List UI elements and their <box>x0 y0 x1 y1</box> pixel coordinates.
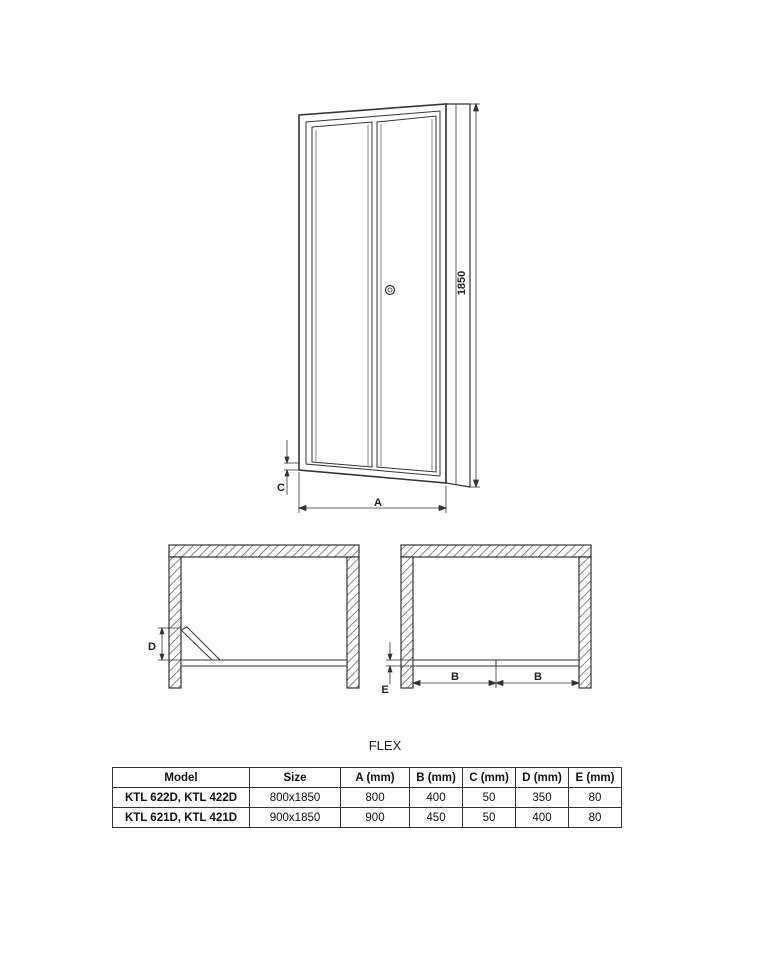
plan-view-right <box>386 545 591 688</box>
height-label: 1850 <box>456 270 468 296</box>
left-wall <box>169 557 181 688</box>
left-door-panel <box>312 122 372 467</box>
b-label-right: B <box>534 671 542 683</box>
door-elevation <box>284 104 480 513</box>
c-cell: 50 <box>463 788 516 808</box>
door-frame-inner <box>306 111 440 476</box>
right-wall <box>347 557 359 688</box>
series-caption: FLEX <box>368 738 402 753</box>
right-wall <box>579 557 591 688</box>
size-cell: 900x1850 <box>250 808 341 828</box>
model-cell: KTL 621D, KTL 421D <box>113 808 250 828</box>
specs-table <box>112 767 622 828</box>
table-header-row <box>113 768 622 788</box>
e-label: E <box>381 684 389 696</box>
model-cell: KTL 622D, KTL 422D <box>113 788 250 808</box>
plan-view-left <box>158 545 359 688</box>
column-header-c: C (mm) <box>463 768 516 788</box>
width-a-dimension-line <box>299 472 446 513</box>
d-cell: 400 <box>516 808 569 828</box>
height-dimension-line <box>470 104 480 487</box>
b-cell: 450 <box>410 808 463 828</box>
column-header-e: E (mm) <box>569 768 622 788</box>
c-dimension-line <box>284 440 299 495</box>
e-cell: 80 <box>569 788 622 808</box>
a-label: A <box>374 497 382 509</box>
a-cell: 900 <box>341 808 410 828</box>
column-header-d: D (mm) <box>516 768 569 788</box>
door-knob <box>386 286 395 295</box>
right-door-panel <box>377 116 436 472</box>
column-header-size: Size <box>250 768 341 788</box>
d-cell: 350 <box>516 788 569 808</box>
b-cell: 400 <box>410 788 463 808</box>
door-track <box>181 660 347 666</box>
e-cell: 80 <box>569 808 622 828</box>
column-header-a: A (mm) <box>341 768 410 788</box>
folded-panel <box>181 627 220 660</box>
column-header-model: Model <box>113 768 250 788</box>
c-cell: 50 <box>463 808 516 828</box>
table-row <box>113 808 622 828</box>
b-label-left: B <box>451 671 459 683</box>
top-wall <box>169 545 359 557</box>
top-wall <box>401 545 591 557</box>
b-dimension-lines <box>413 666 579 688</box>
size-cell: 800x1850 <box>250 788 341 808</box>
d-label: D <box>148 641 156 653</box>
c-label: C <box>277 482 285 494</box>
a-cell: 800 <box>341 788 410 808</box>
table-row <box>113 788 622 808</box>
column-header-b: B (mm) <box>410 768 463 788</box>
left-wall <box>401 557 413 688</box>
